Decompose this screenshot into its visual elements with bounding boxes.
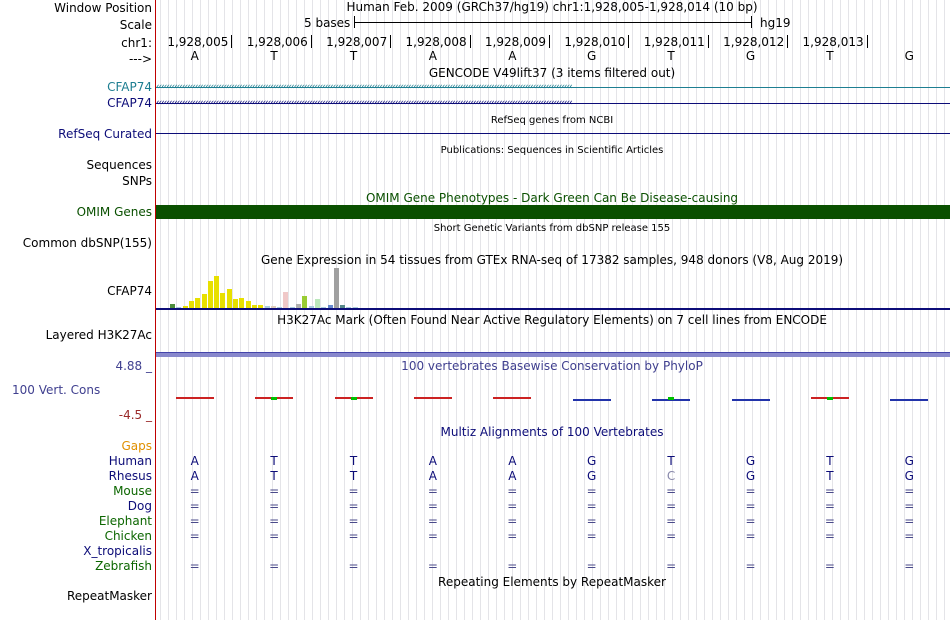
label-mouse[interactable]: Mouse xyxy=(113,484,152,498)
alignment-base-zebrafish: = xyxy=(189,559,200,573)
alignment-base-mouse: = xyxy=(348,484,359,498)
alignment-base-mouse: = xyxy=(824,484,835,498)
gridline xyxy=(248,0,249,620)
alignment-base-chicken: = xyxy=(189,529,200,543)
label-refseq-curated[interactable]: RefSeq Curated xyxy=(58,127,152,141)
ruler-coordinate: 1,928,007 xyxy=(326,35,388,49)
alignment-base-zebrafish: = xyxy=(824,559,835,573)
gridline xyxy=(624,0,625,620)
alignment-base-elephant: = xyxy=(666,514,677,528)
gridline xyxy=(344,0,345,620)
alignment-base-dog: = xyxy=(824,499,835,513)
refseq-gene-line[interactable] xyxy=(156,133,950,134)
gtex-tissue-bar[interactable] xyxy=(227,289,232,308)
gridline xyxy=(416,0,417,620)
gridline xyxy=(920,0,921,620)
gtex-tissue-bar[interactable] xyxy=(315,299,320,308)
alignment-base-mouse: = xyxy=(904,484,915,498)
h3k27ac-title: H3K27Ac Mark (Often Found Near Active Regulatory Elements) on 7 cell lines from ENCODE xyxy=(277,313,827,327)
phylop-highlight xyxy=(271,397,277,400)
ruler-coordinate: 1,928,005 xyxy=(167,35,229,49)
gtex-tissue-bar[interactable] xyxy=(233,299,238,308)
reference-base: T xyxy=(270,49,278,63)
gridline xyxy=(536,0,537,620)
alignment-base-rhesus: A xyxy=(508,469,517,483)
gridline xyxy=(328,0,329,620)
gridline xyxy=(776,0,777,620)
alignment-base-zebrafish: = xyxy=(269,559,280,573)
alignment-base-chicken: = xyxy=(507,529,518,543)
gridline xyxy=(584,0,585,620)
reference-base: G xyxy=(587,49,597,63)
alignment-base-rhesus: A xyxy=(190,469,199,483)
label-snps[interactable]: SNPs xyxy=(122,174,152,188)
alignment-base-dog: = xyxy=(507,499,518,513)
strand-arrows: ‹‹‹‹‹‹‹‹‹‹‹‹‹‹‹‹‹‹‹‹‹‹‹‹‹‹‹‹‹‹‹‹‹‹‹‹‹‹‹‹‹‹‹‹‹‹‹‹‹‹‹‹‹‹‹‹‹‹‹‹‹‹‹‹‹‹‹‹‹‹‹‹‹‹‹‹‹‹‹‹‹‹‹‹‹‹‹‹‹‹‹‹‹‹‹‹‹‹‹‹‹‹‹‹‹‹‹‹‹‹‹‹‹‹‹‹‹‹‹‹‹‹‹‹‹‹‹‹‹‹‹‹‹‹‹‹‹‹‹‹‹‹‹‹‹‹‹‹‹‹‹‹‹‹‹‹‹‹‹‹ xyxy=(156,82,572,92)
alignment-base-human: T xyxy=(349,454,358,468)
alignment-base-chicken: = xyxy=(427,529,438,543)
gencode-transcript-1[interactable] xyxy=(156,82,950,92)
gridline xyxy=(208,0,209,620)
alignment-base-chicken: = xyxy=(904,529,915,543)
gridline xyxy=(544,0,545,620)
gridline xyxy=(256,0,257,620)
ruler-tick xyxy=(549,35,550,48)
gridline xyxy=(312,0,313,620)
label-chrom[interactable]: chr1: xyxy=(121,36,152,50)
alignment-base-mouse: = xyxy=(189,484,200,498)
alignment-base-human: G xyxy=(587,454,597,468)
alignment-base-mouse: = xyxy=(745,484,756,498)
gridline xyxy=(488,0,489,620)
gridline xyxy=(440,0,441,620)
gridline xyxy=(648,0,649,620)
gridline xyxy=(928,0,929,620)
alignment-base-dog: = xyxy=(904,499,915,513)
gtex-title: Gene Expression in 54 tissues from GTEx RNA-seq of 17382 samples, 948 donors (V8, Aug 2019) xyxy=(260,253,844,267)
gridline xyxy=(552,0,553,620)
gridline xyxy=(424,0,425,620)
gridline xyxy=(184,0,185,620)
gridline xyxy=(360,0,361,620)
label-human[interactable]: Human xyxy=(108,454,152,468)
phylop-score-mark[interactable] xyxy=(176,397,214,399)
gtex-tissue-bar[interactable] xyxy=(195,298,200,308)
label-rhesus[interactable]: Rhesus xyxy=(108,469,152,483)
scale-text: 5 bases xyxy=(304,16,351,30)
alignment-base-human: A xyxy=(190,454,199,468)
alignment-base-zebrafish: = xyxy=(427,559,438,573)
alignment-base-elephant: = xyxy=(824,514,835,528)
gtex-tissue-bar[interactable] xyxy=(189,301,194,308)
alignment-base-human: G xyxy=(904,454,914,468)
label-chicken[interactable]: Chicken xyxy=(104,529,152,543)
gridline xyxy=(368,0,369,620)
alignment-base-rhesus: C xyxy=(666,469,676,483)
label-window-position[interactable]: Window Position xyxy=(54,1,152,15)
gridline xyxy=(376,0,377,620)
ruler-tick xyxy=(867,35,868,48)
gridline xyxy=(200,0,201,620)
label-sequences[interactable]: Sequences xyxy=(86,158,152,172)
gtex-tissue-bar[interactable] xyxy=(302,296,307,308)
alignment-base-elephant: = xyxy=(745,514,756,528)
gridline xyxy=(688,0,689,620)
gridline xyxy=(656,0,657,620)
gridline xyxy=(400,0,401,620)
label-gtex-cfap74[interactable]: CFAP74 xyxy=(107,284,152,298)
phylop-score-mark[interactable] xyxy=(414,397,452,399)
label-layered-h3k27ac[interactable]: Layered H3K27Ac xyxy=(45,328,152,342)
gridline xyxy=(856,0,857,620)
gridline xyxy=(880,0,881,620)
gridline xyxy=(176,0,177,620)
alignment-base-rhesus: G xyxy=(587,469,597,483)
alignment-base-human: T xyxy=(667,454,675,468)
alignment-base-dog: = xyxy=(348,499,359,513)
gridline xyxy=(456,0,457,620)
gridline xyxy=(760,0,761,620)
alignment-base-rhesus: T xyxy=(270,469,278,483)
gridline xyxy=(800,0,801,620)
phylop-score-mark[interactable] xyxy=(493,397,531,399)
gridline xyxy=(384,0,385,620)
phylop-conservation[interactable] xyxy=(156,376,950,420)
gridline xyxy=(720,0,721,620)
reference-base: T xyxy=(826,49,834,63)
gridline xyxy=(496,0,497,620)
reference-base: A xyxy=(190,49,199,63)
gtex-tissue-bar[interactable] xyxy=(334,268,339,308)
alignment-base-chicken: = xyxy=(666,529,677,543)
alignment-base-elephant: = xyxy=(189,514,200,528)
ruler-tick xyxy=(390,35,391,48)
label-common-dbsnp[interactable]: Common dbSNP(155) xyxy=(22,236,152,250)
alignment-base-mouse: = xyxy=(586,484,597,498)
scale-line xyxy=(354,22,751,23)
gridline xyxy=(408,0,409,620)
alignment-base-zebrafish: = xyxy=(348,559,359,573)
alignment-base-human: A xyxy=(508,454,517,468)
gtex-baseline xyxy=(156,308,950,310)
gridline xyxy=(728,0,729,620)
repeatmasker-title: Repeating Elements by RepeatMasker xyxy=(438,575,666,589)
gridline xyxy=(336,0,337,620)
alignment-base-rhesus: A xyxy=(428,469,437,483)
alignment-base-mouse: = xyxy=(507,484,518,498)
gridline xyxy=(464,0,465,620)
gridline xyxy=(784,0,785,620)
ruler-coordinate: 1,928,009 xyxy=(484,35,546,49)
browser-image[interactable] xyxy=(156,0,950,620)
phylop-score-mark[interactable] xyxy=(573,399,611,401)
alignment-base-chicken: = xyxy=(269,529,280,543)
label-cons-max: 4.88 _ xyxy=(115,359,152,373)
ruler-tick xyxy=(311,35,312,48)
alignment-base-zebrafish: = xyxy=(586,559,597,573)
gridline xyxy=(304,0,305,620)
gridline xyxy=(872,0,873,620)
phylop-score-mark[interactable] xyxy=(732,399,770,401)
alignment-base-dog: = xyxy=(666,499,677,513)
gridline xyxy=(448,0,449,620)
gridline xyxy=(696,0,697,620)
gridline xyxy=(160,0,161,620)
label-cfap74-1[interactable]: CFAP74 xyxy=(107,80,152,94)
alignment-base-mouse: = xyxy=(666,484,677,498)
multiz-title: Multiz Alignments of 100 Vertebrates xyxy=(440,425,664,439)
alignment-base-elephant: = xyxy=(904,514,915,528)
ruler-coordinate: 1,928,011 xyxy=(643,35,705,49)
phylop-highlight xyxy=(668,397,674,400)
alignment-base-elephant: = xyxy=(427,514,438,528)
scale-tick-left xyxy=(354,16,355,28)
phylop-score-mark[interactable] xyxy=(890,399,928,401)
gtex-tissue-bar[interactable] xyxy=(220,293,225,308)
gtex-tissue-bar[interactable] xyxy=(208,281,213,308)
alignment-base-rhesus: G xyxy=(745,469,756,483)
label-cons-min: -4.5 _ xyxy=(118,408,152,422)
ruler-tick xyxy=(708,35,709,48)
gtex-tissue-bar[interactable] xyxy=(246,301,251,308)
gridline xyxy=(840,0,841,620)
gridline xyxy=(792,0,793,620)
gencode-title: GENCODE V49lift37 (3 items filtered out) xyxy=(428,66,676,80)
gridline xyxy=(896,0,897,620)
gridline xyxy=(736,0,737,620)
omim-gene-bar[interactable] xyxy=(156,205,950,219)
gridline xyxy=(528,0,529,620)
alignment-base-dog: = xyxy=(269,499,280,513)
ruler-tick xyxy=(628,35,629,48)
label-scale[interactable]: Scale xyxy=(119,18,152,32)
alignment-base-chicken: = xyxy=(824,529,835,543)
alignment-base-elephant: = xyxy=(269,514,280,528)
alignment-base-dog: = xyxy=(745,499,756,513)
gridline xyxy=(504,0,505,620)
gridline xyxy=(576,0,577,620)
gridline xyxy=(632,0,633,620)
ruler-coordinate: 1,928,010 xyxy=(564,35,626,49)
alignment-base-chicken: = xyxy=(586,529,597,543)
label-100-vert-cons[interactable]: 100 Vert. Cons xyxy=(12,383,101,397)
label-elephant[interactable]: Elephant xyxy=(98,514,152,528)
alignment-base-human: T xyxy=(826,454,834,468)
gridline xyxy=(864,0,865,620)
gridline xyxy=(240,0,241,620)
alignment-base-elephant: = xyxy=(348,514,359,528)
alignment-base-zebrafish: = xyxy=(507,559,518,573)
gridline xyxy=(392,0,393,620)
strand-arrows: ‹‹‹‹‹‹‹‹‹‹‹‹‹‹‹‹‹‹‹‹‹‹‹‹‹‹‹‹‹‹‹‹‹‹‹‹‹‹‹‹‹‹‹‹‹‹‹‹‹‹‹‹‹‹‹‹‹‹‹‹‹‹‹‹‹‹‹‹‹‹‹‹‹‹‹‹‹‹‹‹‹‹‹‹‹‹‹‹‹‹‹‹‹‹‹‹‹‹‹‹‹‹‹‹‹‹‹‹‹‹‹‹‹‹‹‹‹‹‹‹‹‹‹‹‹‹‹‹‹‹‹‹‹‹‹‹‹‹‹‹‹‹‹‹‹‹‹‹‹‹‹‹‹‹‹‹‹‹‹‹ xyxy=(156,98,572,108)
alignment-base-dog: = xyxy=(427,499,438,513)
alignment-base-zebrafish: = xyxy=(904,559,915,573)
reference-base: T xyxy=(349,49,358,63)
phylop-highlight xyxy=(827,397,833,400)
gridline xyxy=(888,0,889,620)
gridline xyxy=(616,0,617,620)
gridline xyxy=(520,0,521,620)
gridline xyxy=(224,0,225,620)
label-zebrafish[interactable]: Zebrafish xyxy=(95,559,152,573)
gridline xyxy=(848,0,849,620)
alignment-base-rhesus: G xyxy=(904,469,914,483)
refseq-title: RefSeq genes from NCBI xyxy=(490,115,614,126)
alignment-base-dog: = xyxy=(586,499,597,513)
gtex-bar-chart[interactable] xyxy=(156,268,950,308)
gencode-transcript-2[interactable] xyxy=(156,98,950,108)
dbsnp-title: Short Genetic Variants from dbSNP release 155 xyxy=(433,223,671,234)
scale-db: hg19 xyxy=(760,16,791,30)
gridline xyxy=(232,0,233,620)
alignment-base-zebrafish: = xyxy=(745,559,756,573)
alignment-base-human: T xyxy=(270,454,278,468)
alignment-base-human: A xyxy=(428,454,437,468)
gridline xyxy=(216,0,217,620)
gridline xyxy=(712,0,713,620)
ruler-coordinate: 1,928,012 xyxy=(723,35,785,49)
gridline xyxy=(560,0,561,620)
alignment-base-rhesus: T xyxy=(349,469,358,483)
alignment-base-zebrafish: = xyxy=(666,559,677,573)
alignment-base-elephant: = xyxy=(586,514,597,528)
gridline xyxy=(568,0,569,620)
ruler-tick xyxy=(787,35,788,48)
gridline xyxy=(608,0,609,620)
assembly-position-text: Human Feb. 2009 (GRCh37/hg19) chr1:1,928,005-1,928,014 (10 bp) xyxy=(346,0,758,14)
alignment-base-mouse: = xyxy=(269,484,280,498)
gtex-tissue-bar[interactable] xyxy=(202,294,207,308)
reference-base: T xyxy=(667,49,675,63)
phylop-title: 100 vertebrates Basewise Conservation by PhyloP xyxy=(401,359,703,373)
gridline xyxy=(280,0,281,620)
label-strand[interactable]: ---> xyxy=(128,52,152,66)
ruler-coordinate: 1,928,013 xyxy=(802,35,864,49)
track-labels xyxy=(0,0,156,620)
gtex-tissue-bar[interactable] xyxy=(283,292,288,308)
gtex-tissue-bar[interactable] xyxy=(239,298,244,308)
ruler-tick xyxy=(470,35,471,48)
label-cfap74-2[interactable]: CFAP74 xyxy=(107,96,152,110)
reference-base: A xyxy=(428,49,437,63)
ruler-coordinate: 1,928,008 xyxy=(405,35,467,49)
alignment-base-dog: = xyxy=(189,499,200,513)
publications-title: Publications: Sequences in Scientific Articles xyxy=(440,145,664,156)
phylop-highlight xyxy=(351,397,357,400)
gridline xyxy=(944,0,945,620)
label-omim-genes[interactable]: OMIM Genes xyxy=(76,205,152,219)
alignment-base-chicken: = xyxy=(348,529,359,543)
omim-title: OMIM Gene Phenotypes - Dark Green Can Be Disease-causing xyxy=(365,191,739,205)
gridline xyxy=(936,0,937,620)
gridline xyxy=(664,0,665,620)
gridline xyxy=(288,0,289,620)
ruler-coordinate: 1,928,006 xyxy=(246,35,308,49)
scale-tick-right xyxy=(751,16,752,28)
label-dog[interactable]: Dog xyxy=(127,499,152,513)
label-repeatmasker[interactable]: RepeatMasker xyxy=(66,589,152,603)
label-x-tropicalis[interactable]: X_tropicalis xyxy=(83,544,152,558)
reference-base: G xyxy=(904,49,914,63)
gridline xyxy=(168,0,169,620)
gridline xyxy=(640,0,641,620)
reference-base: A xyxy=(508,49,517,63)
reference-base: G xyxy=(745,49,756,63)
alignment-base-rhesus: T xyxy=(826,469,834,483)
gtex-tissue-bar[interactable] xyxy=(214,276,219,308)
gridline xyxy=(768,0,769,620)
gridline xyxy=(808,0,809,620)
gridline xyxy=(680,0,681,620)
gridline xyxy=(704,0,705,620)
gridline xyxy=(600,0,601,620)
ruler-tick xyxy=(231,35,232,48)
gridline xyxy=(296,0,297,620)
gridline xyxy=(264,0,265,620)
alignment-base-human: G xyxy=(745,454,756,468)
h3k27ac-signal[interactable] xyxy=(156,352,950,357)
alignment-base-chicken: = xyxy=(745,529,756,543)
alignment-base-mouse: = xyxy=(427,484,438,498)
gridline xyxy=(816,0,817,620)
gridline xyxy=(472,0,473,620)
alignment-base-elephant: = xyxy=(507,514,518,528)
gridline xyxy=(320,0,321,620)
gridline xyxy=(480,0,481,620)
label-gaps[interactable]: Gaps xyxy=(121,439,152,453)
